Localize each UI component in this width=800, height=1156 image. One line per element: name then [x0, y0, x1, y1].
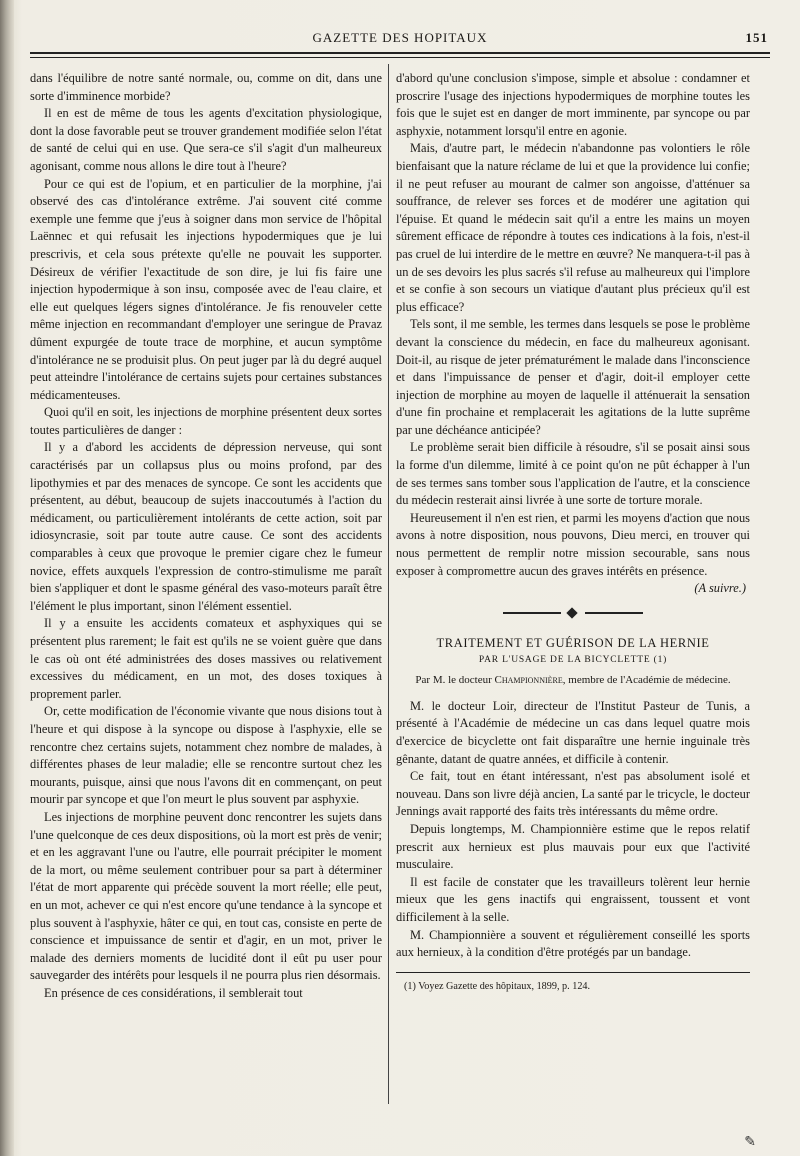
- margin-mark-icon: ✎: [744, 1134, 756, 1150]
- left-column: [30, 70, 382, 1002]
- article-byline: [396, 673, 750, 688]
- header-rule-thin: [30, 57, 770, 58]
- byline-suffix: , membre de l'Académie de médecine.: [562, 673, 731, 686]
- paragraph: Heureusement il n'en est rien, et parmi les moyens d'action que nous avons à notre disposition, nous pouvons, Dieu merci, en trouver qui nous permettent de remplir notre mission secourable, sans nous exposer à compromettre aucun des graves intérêts en présence.: [396, 510, 750, 578]
- journal-title: GAZETTE DES HOPITAUX: [312, 30, 488, 45]
- paragraph: En présence de ces considérations, il semblerait tout: [44, 985, 303, 1000]
- byline-prefix: Par M. le docteur: [415, 673, 492, 686]
- article-paragraph: M. Championnière a souvent et régulièrement conseillé les sports aux hernieux, à la condition d'être protégés par un bandage.: [396, 927, 750, 960]
- paragraph: Or, cette modification de l'économie vivante que nous disions tout à l'heure et qui dispose à la syncope ou dispose à l'asphyxie, elle se rencontre chez certains sujets, notamment chez nombre de malades, à différentes phases de leur maladie; elle se rencontre surtout chez les mourants, puisque, ainsi que nous l'avons dit en commençant, on peut mourir par syncope et que l'on meurt le plus souvent par asphyxie.: [30, 704, 382, 807]
- ornament-bar: [503, 612, 561, 614]
- column-divider: [388, 64, 389, 1104]
- ornament-diamond-icon: [563, 609, 583, 617]
- paragraph: Il y a d'abord les accidents de dépression nerveuse, qui sont caractérisés par un collapsus plus ou moins profond, par des lipothymies et par des menaces de syncope. Ce sont les accidents que présentent, au début, beaucoup de sujets inaccoutumés à l'action du médicament, ou particulièrement intolérants de cette action, soit par idiosyncrasie, soit par toute autre cause. Ce sont des accidents comparables à ceux que provoque le premier cigare chez le fumeur novice, effets auxquels l'expression de contro-stimulisme me paraît bien s'appliquer et dont le spasme général des vaso-moteurs paraît être l'élément le plus important, sinon l'élément essentiel.: [30, 440, 382, 613]
- paragraph: Le problème serait bien difficile à résoudre, s'il se posait ainsi sous la forme d'un dilemme, limité à ce point qu'on ne pût échapper à l'un de ses termes sans tomber sous l'application de l'autre, et la conscience du médecin resterait ainsi livrée à une sorte de torture morale.: [396, 440, 750, 508]
- paragraph: Mais, d'autre part, le médecin n'abandonne pas volontiers le rôle bienfaisant que la nature réclame de lui et que la providence lui confie; il ne peut refuser au mourant de calmer son angoisse, d'atténuer sa souffrance, de relever ses forces et de modérer une agitation qui l'épuise. Et quand le médecin sait qu'il a entre les mains un moyen sûrement efficace de répondre à toutes ces indications à la fois, n'est-il pas cruel de lui interdire de le mettre en œuvre? Ne manquera-t-il pas à un de ses devoirs les plus sacrés s'il refuse au malheureux qui l'implore et se confie à son secours un viatique d'autant plus précieux qu'il est plus efficace?: [396, 141, 750, 314]
- footnote: (1) Voyez Gazette des hôpitaux, 1899, p. 124.: [404, 980, 591, 992]
- paragraph: Quoi qu'il en soit, les injections de morphine présentent deux sortes toutes particulières de danger :: [30, 405, 382, 437]
- paragraph: Les injections de morphine peuvent donc rencontrer les sujets dans l'une quelconque de ces deux dispositions, où la mort est près de venir; et en les aggravant l'une ou l'autre, elle pourrait précipiter le moment de la mort, ou même seulement contribuer pour sa part à déterminer l'état de mort apparente qui précède souvent la mort réelle; elle peut, en un mot, achever ce qui n'est encore qu'une tendance à la syncope et plus souvent à l'asphyxie, hâter ce qui, en tout cas, consiste en perte de conscience et impuissance de sentir et d'agir, en un mot, priver le malade des derniers moments de lucidité dont il eût pu user pour sauvegarder des intérêts pour lesquels il ne pourra plus rien désormais.: [30, 809, 382, 983]
- right-column: [396, 70, 750, 992]
- paragraph: Pour ce qui est de l'opium, et en particulier de la morphine, j'ai observé des cas d'intolérance extrême. J'ai souvent cité comme exemple une femme que j'eus à soigner dans mon service de l'hôpital Laënnec et qui refusait les injections hypodermiques que je lui prescrivis, et cela sous prétexte qu'elle ne pouvait les supporter. Désireux de vérifier l'exactitude de son dire, je lui fis faire une injection hypodermique à son insu, composée avec de l'eau claire, et elle eut quelques légers signes d'intolérance. Je fis renouveler cette même injection en recommandant d'employer une seringue de Pravaz dûment expurgée de toute trace de morphine, et aucun symptôme d'intolérance ne se produisit plus. On peut juger par là du degré auquel peut atteindre l'intolérance de certains sujets pour certaines substances médicamenteuses.: [30, 176, 382, 402]
- article-paragraph: Depuis longtemps, M. Championnière estime que le repos relatif prescrit aux hernieux est plus mauvais pour eux que l'activité musculaire.: [396, 821, 750, 872]
- page-header: [30, 28, 770, 48]
- page-number: 151: [745, 30, 768, 45]
- header-rule-thick: [30, 52, 770, 54]
- article-paragraph: Ce fait, tout en étant intéressant, n'est pas absolument isolé et nouveau. Dans son livre déjà ancien, La santé par le tricycle, le docteur Jennings avait rapporté des faits très intéressants du même ordre.: [396, 769, 750, 819]
- paragraph: d'abord qu'une conclusion s'impose, simple et absolue : condamner et proscrire l'usage des injections hypodermiques de morphine toutes les fois que le sujet est en danger de mort imminente, par syncope ou par asphyxie, notamment lorsqu'il entre en agonie.: [396, 71, 750, 138]
- to-be-continued: (A suivre.): [694, 581, 746, 596]
- paragraph: Tels sont, il me semble, les termes dans lesquels se pose le problème devant la conscience du médecin, en face du malheureux agonisant. Doit-il, au risque de jeter prématurément le malade dans l'inconscience et dans l'impuissance de penser et d'agir, doit-il employer cette injection de morphine au moyen de laquelle il atténuerait la sensation d'une fin prochaine et remplacerait les agitations de la lutte suprême par une déchéance anticipée?: [396, 317, 750, 437]
- article-paragraph: M. le docteur Loir, directeur de l'Institut Pasteur de Tunis, a présenté à l'Académie de médecine un cas dans lequel quatre mois d'exercice de bicyclette ont fait disparaître une hernie inguinale très gênante, datant de quatre années, et difficile à contenir.: [396, 698, 750, 766]
- footnote-rule: [396, 972, 750, 973]
- paragraph: dans l'équilibre de notre santé normale, ou, comme on dit, dans une sorte d'imminence morbide?: [30, 71, 382, 103]
- paragraph: Il y a ensuite les accidents comateux et asphyxiques qui se présentent plus rarement; le fait est qu'ils ne se voient guère que dans le cas où ont été administrées des doses massives ou relativement excessives du médicament, en un mot, des doses toxiques à proprement parler.: [30, 616, 382, 701]
- section-ornament: [396, 604, 750, 622]
- byline-author: Championnière: [494, 673, 563, 686]
- article-subtitle: PAR L'USAGE DE LA BICYCLETTE (1): [478, 654, 668, 665]
- ornament-bar: [585, 612, 643, 614]
- article-paragraph: Il est facile de constater que les travailleurs tolèrent leur hernie mieux que les gens inactifs qui engraissent, toussent et vont difficilement à la selle.: [396, 874, 750, 924]
- binding-shadow: [0, 0, 14, 1156]
- article-title: TRAITEMENT ET GUÉRISON DE LA HERNIE: [436, 635, 710, 650]
- paragraph: Il en est de même de tous les agents d'excitation physiologique, dont la dose favorable peut se trouver grandement modifiée selon l'état de santé de celui qui en use. Que sera-ce s'il s'agit d'un malheureux agonisant, comme nous allons le dire tout à l'heure?: [30, 106, 382, 173]
